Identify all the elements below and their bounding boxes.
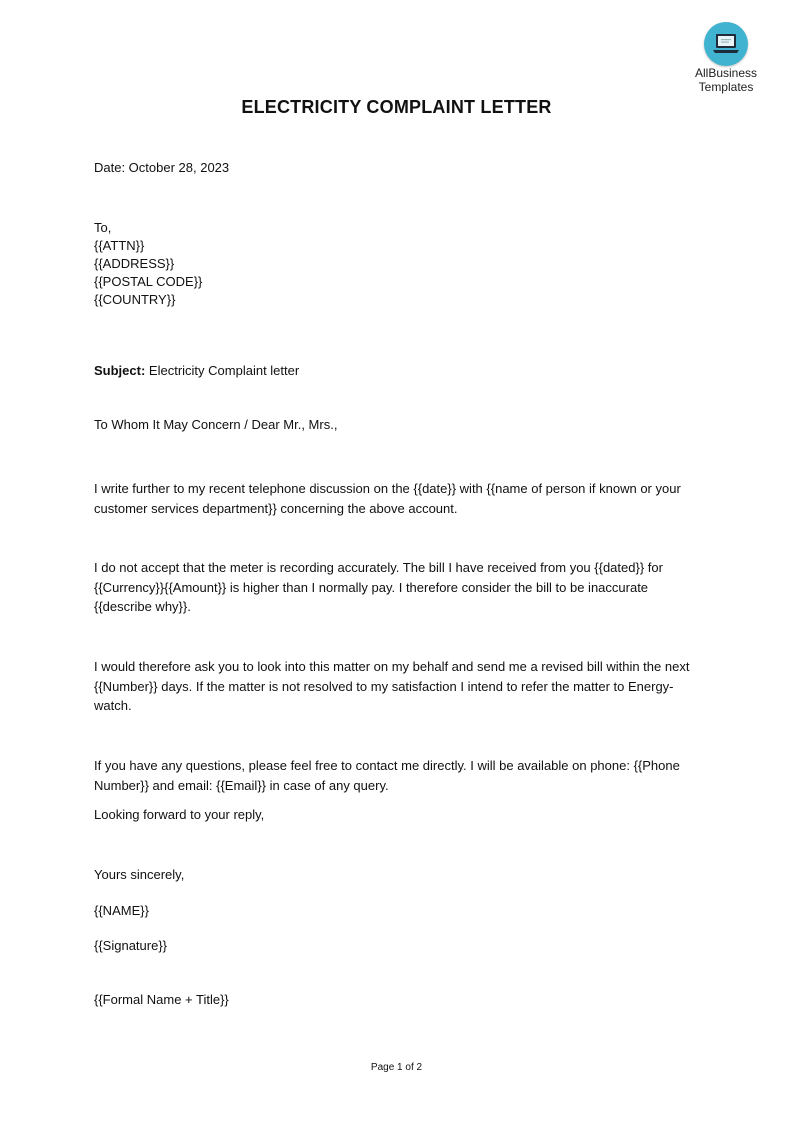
closing-signature: {{Signature}} bbox=[94, 938, 168, 953]
logo-text-line2: Templates bbox=[698, 80, 754, 94]
closing-yours-sincerely: Yours sincerely, bbox=[94, 867, 185, 882]
date-line: Date: October 28, 2023 bbox=[94, 160, 230, 175]
brand-logo bbox=[690, 22, 762, 94]
recipient-address: {{ADDRESS}} bbox=[94, 256, 175, 271]
document-title: ELECTRICITY COMPLAINT LETTER bbox=[241, 97, 552, 117]
salutation: To Whom It May Concern / Dear Mr., Mrs., bbox=[94, 417, 338, 432]
logo-text-line1: AllBusiness bbox=[694, 66, 758, 80]
laptop-icon bbox=[704, 22, 748, 66]
recipient-country: {{COUNTRY}} bbox=[94, 292, 176, 307]
subject-label: Subject: bbox=[94, 363, 146, 378]
paragraph-2: I do not accept that the meter is recording accurately. The bill I have received from you {{dated}} for {{Currency}}{{Amount}} is higher than I normally pay. I therefore consider the bill to be inaccurate {{describe why}}. bbox=[94, 560, 663, 614]
closing-looking-forward: Looking forward to your reply, bbox=[94, 807, 265, 822]
recipient-attn: {{ATTN}} bbox=[94, 238, 145, 253]
closing-formal-name: {{Formal Name + Title}} bbox=[94, 992, 229, 1007]
paragraph-4: If you have any questions, please feel free to contact me directly. I will be available on phone: {{Phone Number}} and email: {{Email}} in case of any query. bbox=[94, 758, 680, 793]
closing-name: {{NAME}} bbox=[94, 903, 149, 918]
subject-text: Electricity Complaint letter bbox=[148, 363, 300, 378]
subject-line bbox=[94, 361, 714, 381]
paragraph-1: I write further to my recent telephone discussion on the {{date}} with {{name of person if known or your customer services department}} concerning the above account. bbox=[94, 481, 681, 516]
paragraph-3: I would therefore ask you to look into this matter on my behalf and send me a revised bill within the next {{Number}} days. If the matter is not resolved to my satisfaction I intend to refer the matter to Energy-watch. bbox=[94, 659, 690, 713]
page-number: Page 1 of 2 bbox=[370, 1062, 423, 1073]
recipient-to: To, bbox=[94, 220, 112, 235]
recipient-postal-code: {{POSTAL CODE}} bbox=[94, 274, 203, 289]
